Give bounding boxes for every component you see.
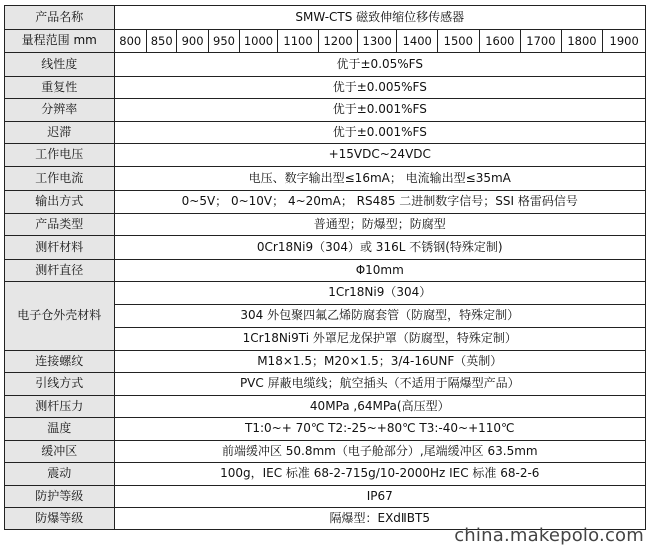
row-value: 0Cr18Ni9（304）或 316L 不锈钢(特殊定制): [114, 236, 645, 260]
row-label: 缓冲区: [5, 441, 115, 463]
range-cell: 1700: [521, 30, 562, 53]
range-cell: 1400: [397, 30, 438, 53]
table-row: [5, 486, 646, 508]
row-value: 1Cr18Ni9（304）: [114, 282, 645, 305]
row-label: 震动: [5, 463, 115, 486]
table-row: [5, 463, 646, 486]
row-value: M18×1.5；M20×1.5；3/4-16UNF（英制）: [114, 351, 645, 373]
table-row: [5, 282, 646, 305]
row-value: 100g，IEC 标准 68-2-715g/10-2000Hz IEC 标准 68-2-6: [114, 463, 645, 486]
row-value: 0~5V； 0~10V； 4~20mA； RS485 二进制数字信号；SSI 格雷码信号: [114, 191, 645, 214]
table-row: [5, 214, 646, 236]
table-row: [5, 122, 646, 144]
row-label: 防爆等级: [5, 508, 115, 530]
watermark: china.makepolo.com: [454, 525, 644, 546]
row-value: 优于±0.001%FS: [114, 122, 645, 144]
row-value: 优于±0.001%FS: [114, 99, 645, 122]
row-label: 电子仓外壳材料: [5, 282, 115, 351]
table-row: [5, 99, 646, 122]
row-value: Φ10mm: [114, 260, 645, 282]
range-cell: 1200: [319, 30, 358, 53]
row-value: IP67: [114, 486, 645, 508]
row-label: 分辨率: [5, 99, 115, 122]
range-cell: 800: [114, 30, 146, 53]
row-value: 前端缓冲区 50.8mm（电子舱部分）,尾端缓冲区 63.5mm: [114, 441, 645, 463]
table-row: [5, 418, 646, 441]
row-label: 输出方式: [5, 191, 115, 214]
row-label: 引线方式: [5, 373, 115, 396]
row-label: 防护等级: [5, 486, 115, 508]
row-label: 重复性: [5, 77, 115, 99]
spec-table: [4, 5, 646, 530]
table-row: [5, 441, 646, 463]
table-row: [5, 373, 646, 396]
row-value: +15VDC~24VDC: [114, 144, 645, 167]
range-cell: 1600: [479, 30, 521, 53]
row-value: T1:0~+ 70℃ T2:-25~+80℃ T3:-40~+110℃: [114, 418, 645, 441]
row-value: 优于±0.005%FS: [114, 77, 645, 99]
row-label: 连接螺纹: [5, 351, 115, 373]
row-value: 优于±0.05%FS: [114, 53, 645, 77]
row-label: 温度: [5, 418, 115, 441]
table-row: [5, 260, 646, 282]
row-label: 测杆直径: [5, 260, 115, 282]
row-value: 40MPa ,64MPa(高压型）: [114, 396, 645, 418]
range-cell: 1500: [437, 30, 479, 53]
table-row: [5, 236, 646, 260]
table-row: [5, 351, 646, 373]
row-label: 量程范围 mm: [5, 30, 115, 53]
range-cell: 950: [208, 30, 239, 53]
table-row: [5, 396, 646, 418]
range-cell: 1000: [240, 30, 278, 53]
range-cell: 1300: [357, 30, 397, 53]
row-label: 工作电压: [5, 144, 115, 167]
row-label: 产品类型: [5, 214, 115, 236]
table-row: [5, 191, 646, 214]
table-row: [5, 77, 646, 99]
row-value: 电压、数字输出型≤16mA； 电流输出型≤35mA: [114, 167, 645, 191]
row-label: 测杆材料: [5, 236, 115, 260]
range-cell: 850: [146, 30, 176, 53]
range-cell: 1800: [561, 30, 603, 53]
table-row: [5, 144, 646, 167]
row-label: 产品名称: [5, 6, 115, 30]
row-value: 1Cr18Ni9Ti 外罩尼龙保护罩（防腐型，特殊定制）: [114, 328, 645, 351]
range-cell: 900: [177, 30, 208, 53]
range-cell: 1900: [603, 30, 646, 53]
row-label: 工作电流: [5, 167, 115, 191]
row-label: 测杆压力: [5, 396, 115, 418]
row-value: 隔爆型：EXdⅡBT5: [114, 508, 645, 530]
table-row-product-name: [5, 6, 646, 30]
table-row-range: [5, 30, 646, 53]
row-value: 普通型；防爆型；防腐型: [114, 214, 645, 236]
row-label: 迟滞: [5, 122, 115, 144]
table-row: [5, 167, 646, 191]
row-label: 线性度: [5, 53, 115, 77]
range-cell: 1100: [277, 30, 319, 53]
table-row: [5, 53, 646, 77]
row-value: 304 外包聚四氟乙烯防腐套管（防腐型，特殊定制）: [114, 305, 645, 328]
row-value: SMW-CTS 磁致伸缩位移传感器: [114, 6, 645, 30]
row-value: PVC 屏蔽电缆线；航空插头（不适用于隔爆型产品）: [114, 373, 645, 396]
